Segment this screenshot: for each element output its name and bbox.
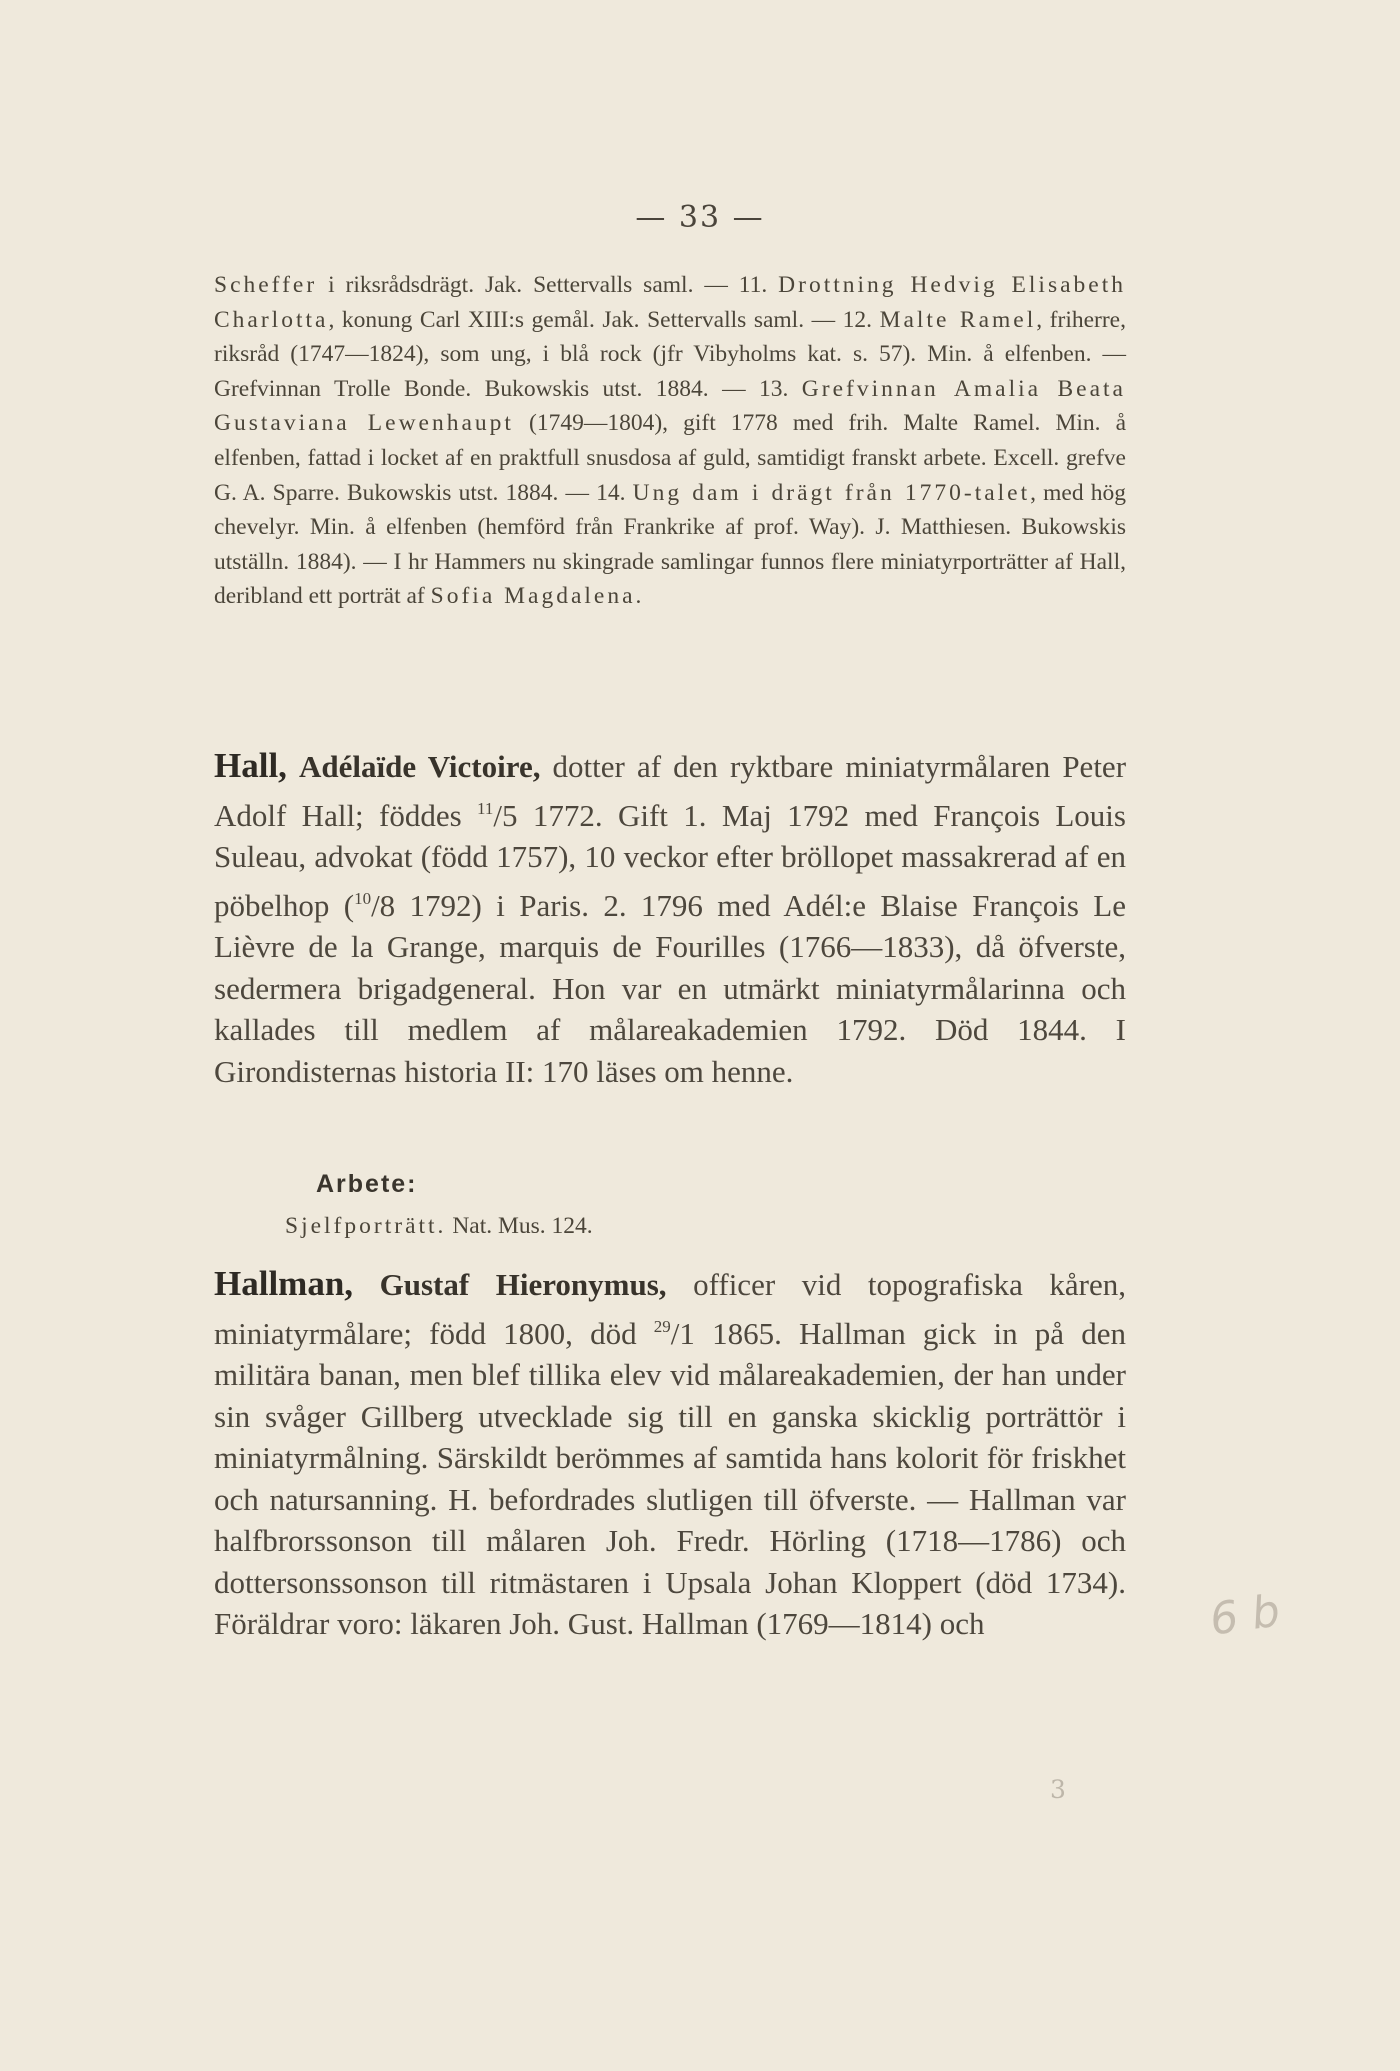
works-heading: Arbete: <box>316 1170 418 1198</box>
entry-given-names: Gustaf Hieronymus, <box>379 1267 667 1302</box>
text-run: (1749—1804), gift 1778 med frih. Malte Ramel. Min. å elfenben, fattad i locket af en praktfull snusdosa af guld, samtidigt franskt arbete. Excell. grefve G. A. Sparre. Bukowskis utst. 1884. — 14. <box>214 410 1126 506</box>
works-item-title: Sjelfporträtt. <box>285 1213 447 1239</box>
date-superscript: 29 <box>653 1316 671 1336</box>
name-spaced: Ung dam i drägt från 1770-talet <box>632 479 1031 506</box>
entry-surname: Hall, <box>214 746 287 785</box>
entry-hallman <box>214 1263 1126 1645</box>
entry-text: /1 1865. Hallman gick in på den militära banan, men blef tillika elev vid målareakademien, der han under sin svåger Gillberg utvecklade sig till en ganska skicklig porträttör i miniatyrmålning. Särskildt berömmes af samtida hans kolorit för friskhet och natursanning. H. befordrades slutligen till öfverste. — Hallman var halfbrorssonson till målaren Joh. Fredr. Hörling (1718—1786) och dottersonssonson till ritmästaren i Upsala Johan Kloppert (död 1734). Föräldrar voro: läkaren Joh. Gust. Hallman (1769—1814) och <box>214 1315 1126 1641</box>
date-superscript: 10 <box>354 888 372 908</box>
name-spaced: Drottning Hedvig Elisabeth Charlotta <box>214 272 1126 333</box>
text-run: , friherre, riksråd (1747—1824), som ung, i blå rock (jfr Vibyholms kat. s. 57). Min. å elfenben. — Grefvinnan Trolle Bonde. Bukowskis utst. 1884. — 13. <box>214 306 1126 402</box>
entry-given-names: Adélaïde Victoire, <box>299 749 541 784</box>
date-superscript: 11 <box>477 798 494 818</box>
text-run: , med hög chevelyr. Min. å elfenben (hemförd från Frankrike af prof. Way). J. Matthiesen. Bukowskis utställn. 1884). — I hr Hammers nu skingrade samlingar funnos flere miniatyrporträtter af Hall, deribland ett porträt af <box>214 479 1126 610</box>
page-number: — 33 — <box>635 200 765 235</box>
name-spaced: Scheffer <box>214 272 318 298</box>
pencil-annotation: 6 b <box>1206 1585 1284 1646</box>
name-spaced: Malte Ramel <box>879 306 1037 333</box>
catalogue-continuation <box>214 268 1126 614</box>
entry-text: dotter af den ryktbare miniatyrmålaren Peter Adolf Hall; föddes <box>214 749 1127 833</box>
works-item-location: Nat. Mus. 124. <box>446 1213 593 1239</box>
name-spaced: Sofia Magdalena <box>430 583 636 610</box>
entry-text: officer vid topografiska kåren, miniatyrmålare; född 1800, död <box>214 1267 1126 1351</box>
text-run: i riksrådsdrägt. Jak. Settervalls saml. — 11. <box>317 272 779 298</box>
entry-surname: Hallman, <box>214 1264 354 1303</box>
text-run: . <box>635 583 642 610</box>
entry-hall <box>214 745 1126 1092</box>
entry-text: /8 1792) i Paris. 2. 1796 med Adél:e Blaise François Le Lièvre de la Grange, marquis de Fourilles (1766—1833), då öfverste, sedermera brigadgeneral. Hon var en utmärkt miniatyrmålarinna och kallades till medlem af målareakademien 1792. Död 1844. I Girondisternas historia II: 170 läses om henne. <box>214 887 1126 1089</box>
works-item <box>285 1213 593 1240</box>
text-run: , konung Carl XIII:s gemål. Jak. Settervalls saml. — 12. <box>328 306 880 333</box>
entry-text: /5 1772. Gift 1. Maj 1792 med François Louis Suleau, advokat (född 1757), 10 veckor efter bröllopet massakrerad af en pöbelhop ( <box>214 797 1126 923</box>
name-spaced: Grefvinnan Amalia Beata Gustaviana Lewenhaupt <box>214 375 1126 437</box>
signature-mark: 3 <box>1050 1775 1066 1804</box>
